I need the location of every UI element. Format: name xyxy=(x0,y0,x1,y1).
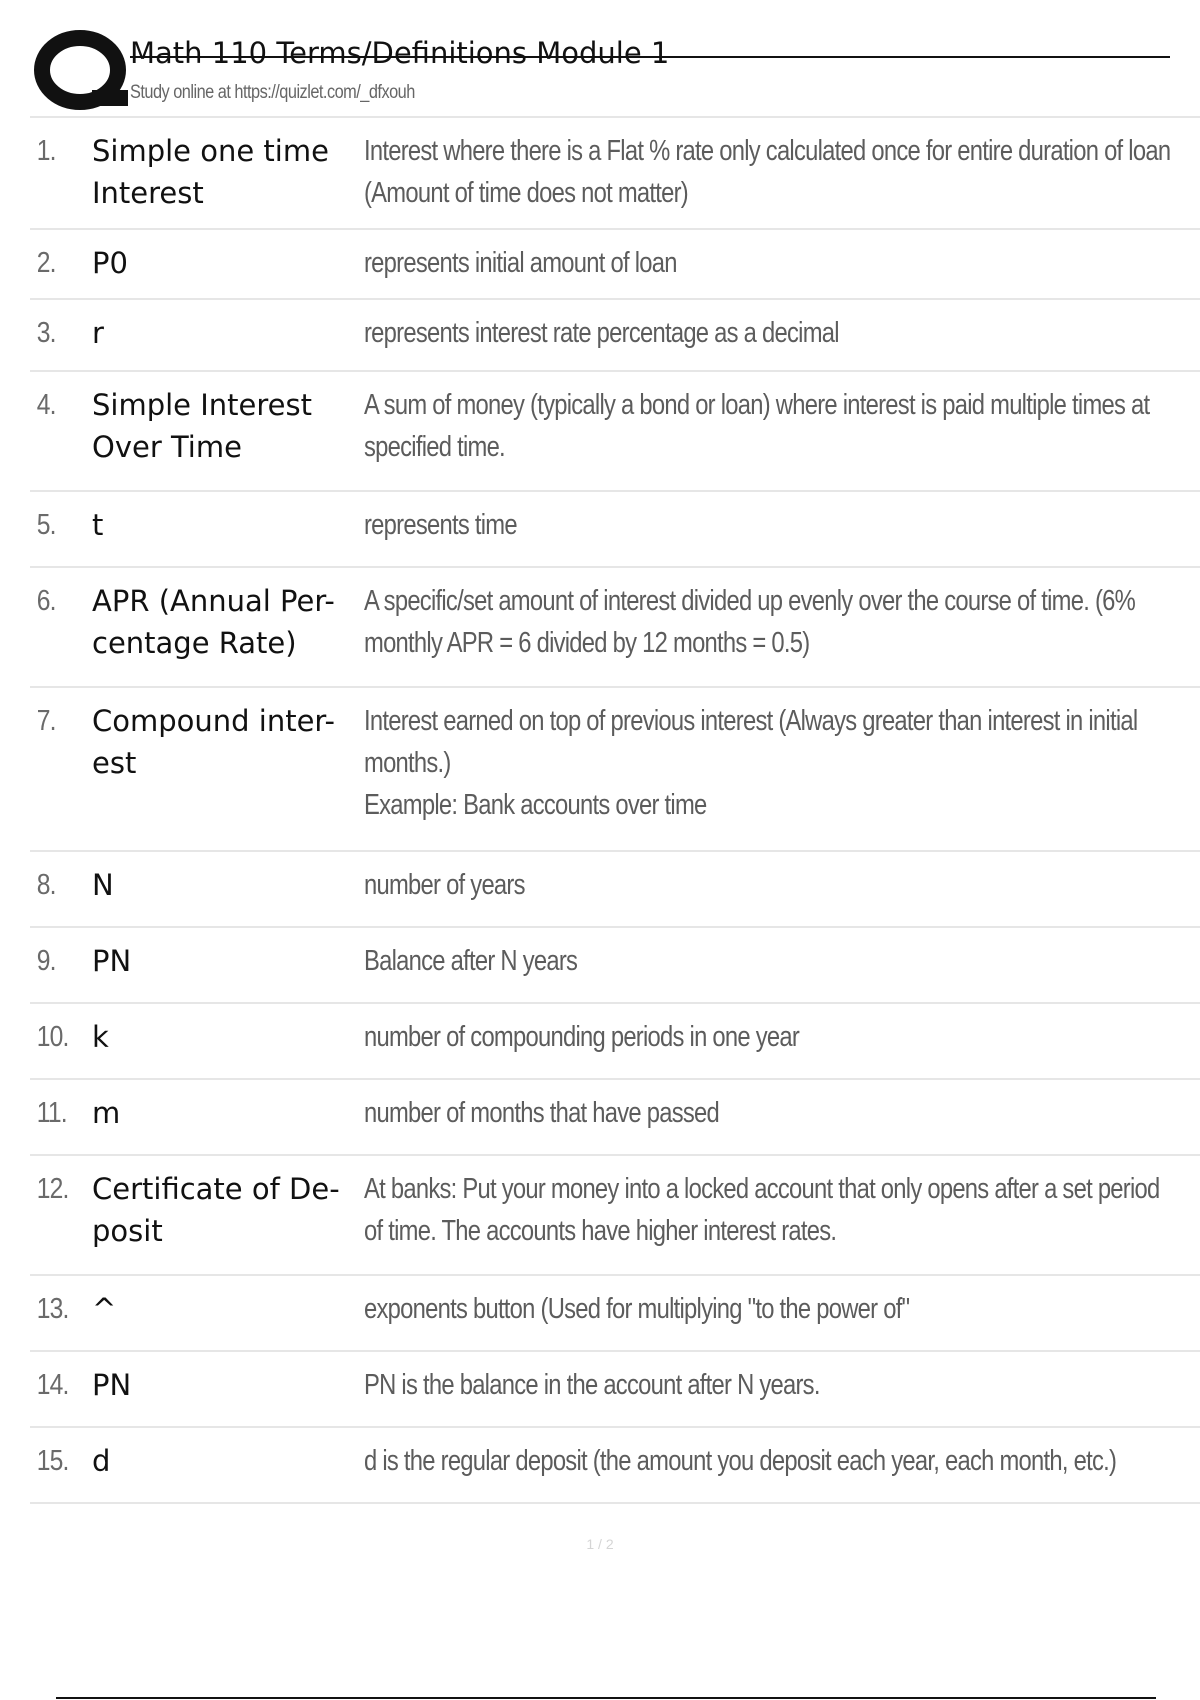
term-row xyxy=(30,1004,1200,1080)
term-definition xyxy=(364,864,1200,914)
term-name: Simple Interest Over Time xyxy=(92,388,312,464)
term-definition xyxy=(364,504,1200,554)
term-name: Simple one time Interest xyxy=(92,134,329,210)
term-row xyxy=(30,688,1200,852)
study-online-link[interactable]: Study online at https://quizlet.com/_dfxouh xyxy=(130,82,415,103)
term-name: t xyxy=(92,508,104,542)
term-row xyxy=(30,568,1200,688)
title-wrap xyxy=(130,36,1140,70)
term-row xyxy=(30,230,1200,300)
term-name: P0 xyxy=(92,246,128,280)
term-name: r xyxy=(92,316,104,350)
term-definition-text: represents interest rate percentage as a decimal xyxy=(364,317,839,349)
term-definition-text: number of years xyxy=(364,869,525,901)
term-definition-text: represents initial amount of loan xyxy=(364,247,677,279)
term-name: Compound inter- est xyxy=(92,704,335,780)
term-number: 11. xyxy=(36,1097,67,1129)
term-row xyxy=(30,852,1200,928)
term-number: 10. xyxy=(36,1021,69,1053)
term-name: m xyxy=(92,1096,121,1130)
term-name: PN xyxy=(92,1368,132,1402)
term-definition-text: number of compounding periods in one year xyxy=(364,1021,800,1053)
term-definition xyxy=(364,1288,1200,1338)
term-name: ^ xyxy=(92,1292,117,1326)
term-definition xyxy=(364,1364,1200,1414)
term-definition xyxy=(364,242,1200,286)
term-number: 5. xyxy=(36,509,56,541)
term-definition-text: A sum of money (typically a bond or loan) where interest is paid multiple times at specified time. xyxy=(364,389,1150,463)
term-number: 9. xyxy=(36,945,56,977)
term-number: 15. xyxy=(36,1445,69,1477)
term-definition xyxy=(364,1092,1200,1142)
term-name: APR (Annual Per- centage Rate) xyxy=(92,584,335,660)
term-definition xyxy=(364,700,1200,838)
term-number: 3. xyxy=(36,317,56,349)
terms-list xyxy=(30,118,1200,1504)
term-number: 4. xyxy=(36,389,56,421)
document-header xyxy=(30,30,1140,116)
term-definition xyxy=(364,130,1200,216)
term-number: 13. xyxy=(36,1293,69,1325)
term-definition-text: number of months that have passed xyxy=(364,1097,720,1129)
document-title: Math 110 Terms/Definitions Module 1 xyxy=(130,36,670,70)
term-name: N xyxy=(92,868,114,902)
term-row xyxy=(30,1428,1200,1504)
term-row xyxy=(30,118,1200,230)
term-definition-text: exponents button (Used for multiplying "to the power of" xyxy=(364,1293,910,1325)
term-definition xyxy=(364,1168,1200,1262)
term-name: PN xyxy=(92,944,132,978)
term-number: 1. xyxy=(36,135,56,167)
term-row xyxy=(30,372,1200,492)
term-definition-text: represents time xyxy=(364,509,517,541)
term-number: 6. xyxy=(36,585,56,617)
page-number: 1 / 2 xyxy=(586,1536,614,1552)
term-number: 2. xyxy=(36,247,56,279)
term-definition xyxy=(364,1440,1200,1490)
term-definition-text: d is the regular deposit (the amount you deposit each year, each month, etc.) xyxy=(364,1445,1117,1477)
footer-rule xyxy=(56,1697,1156,1699)
term-row xyxy=(30,1080,1200,1156)
term-definition-text: Balance after N years xyxy=(364,945,578,977)
term-definition-text: At banks: Put your money into a locked account that only opens after a set period of time. The accounts have higher interest rates. xyxy=(364,1173,1160,1247)
term-row xyxy=(30,300,1200,372)
term-definition xyxy=(364,1016,1200,1066)
term-row xyxy=(30,1156,1200,1276)
term-definition-text: A specific/set amount of interest divided up evenly over the course of time. (6% monthly APR = 6 divided by 12 months = 0.5) xyxy=(364,585,1136,659)
term-number: 14. xyxy=(36,1369,69,1401)
term-number: 8. xyxy=(36,869,56,901)
term-name: k xyxy=(92,1020,109,1054)
term-definition xyxy=(364,580,1200,674)
term-definition xyxy=(364,940,1200,990)
term-definition-text: PN is the balance in the account after N years. xyxy=(364,1369,820,1401)
term-row xyxy=(30,1352,1200,1428)
term-row xyxy=(30,928,1200,1004)
term-name: d xyxy=(92,1444,111,1478)
term-number: 7. xyxy=(36,705,56,737)
term-number: 12. xyxy=(36,1173,69,1205)
term-definition-text: Interest where there is a Flat % rate only calculated once for entire duration of loan (Amount of time does not matter) xyxy=(364,135,1171,209)
term-definition-text: Interest earned on top of previous interest (Always greater than interest in initial months.) Example: Bank accounts over time xyxy=(364,705,1138,821)
quizlet-q-logo-icon xyxy=(30,30,142,114)
term-definition xyxy=(364,312,1200,358)
term-name: Certificate of De- posit xyxy=(92,1172,340,1248)
term-row xyxy=(30,1276,1200,1352)
term-definition xyxy=(364,384,1200,478)
term-row xyxy=(30,492,1200,568)
